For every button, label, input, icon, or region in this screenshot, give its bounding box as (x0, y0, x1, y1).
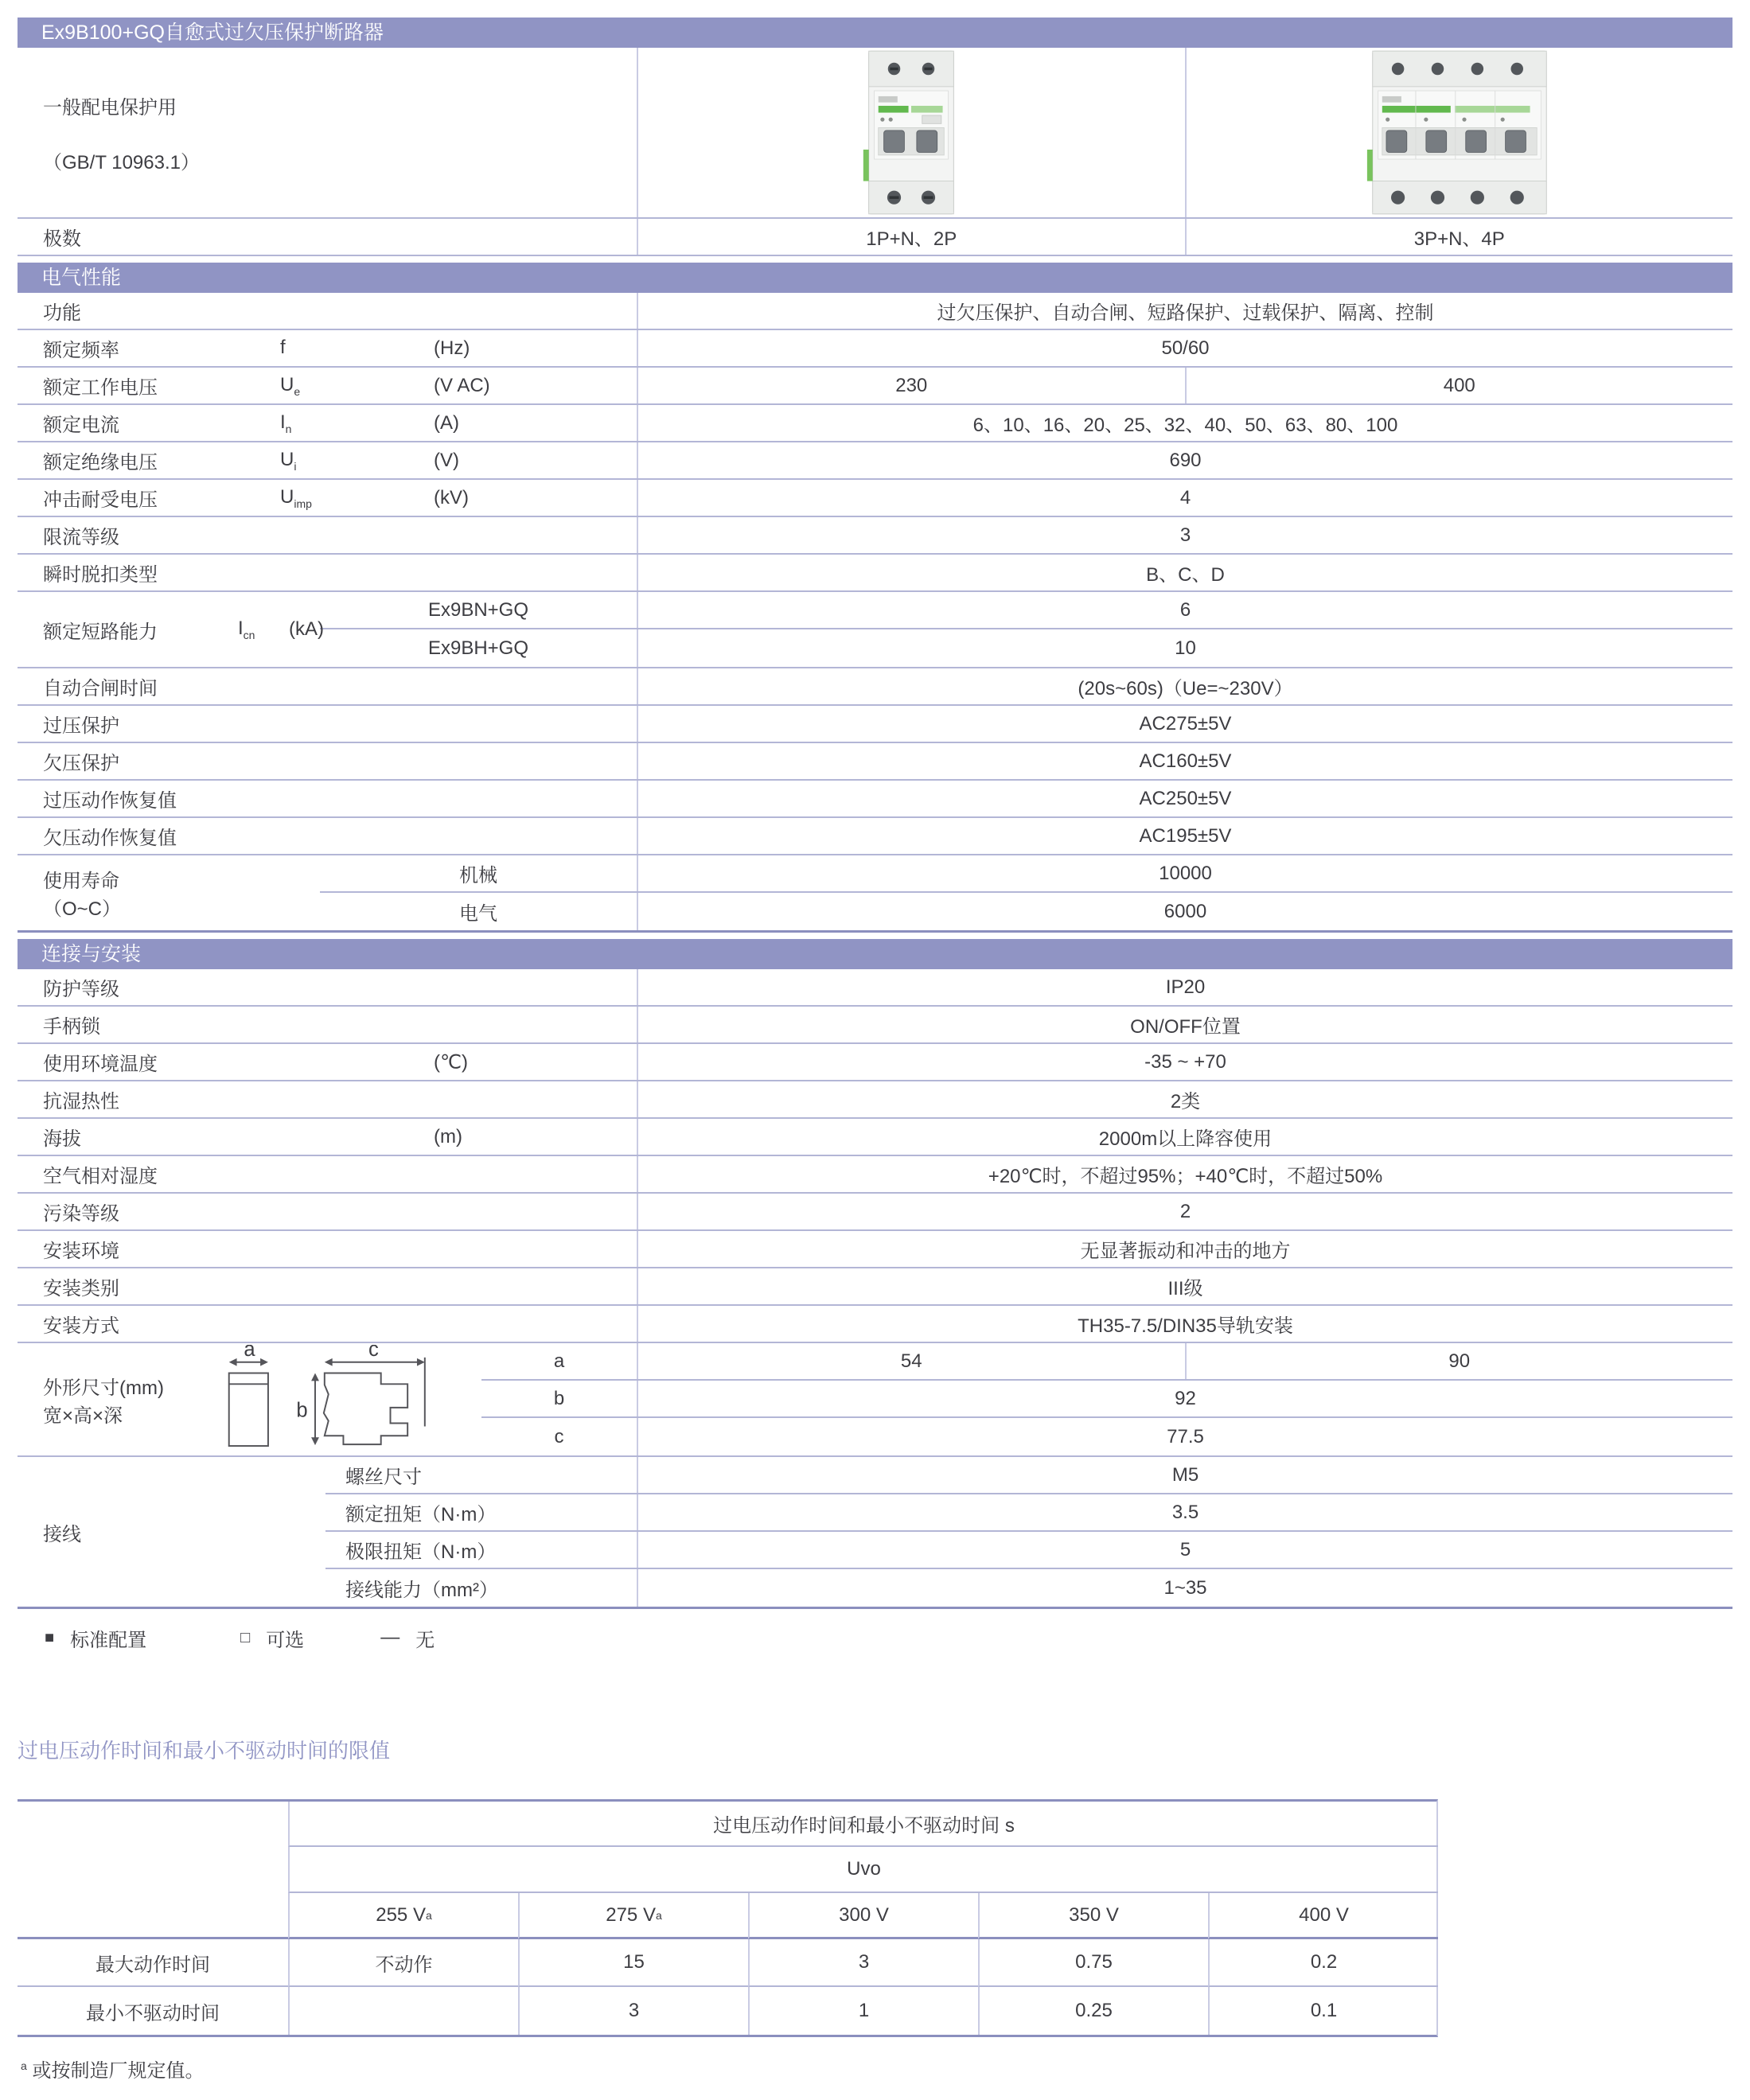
spec-row-insulation-voltage (18, 442, 1732, 480)
product-title: Ex9B100+GQ自愈式过欠压保护断路器 (41, 21, 384, 44)
spec-value: AC195±5V (637, 818, 1732, 854)
spec-unit: (Hz) (434, 337, 470, 359)
limits-group-header: Uvo (288, 1847, 1438, 1893)
spec-value: 4 (637, 480, 1732, 516)
spec-value: 过欠压保护、自动合闸、短路保护、过载保护、隔离、控制 (637, 293, 1732, 329)
spec-value: -35 ~ +70 (637, 1044, 1732, 1080)
spec-unit: (V) (434, 449, 459, 471)
dimension-value: 92 (637, 1381, 1732, 1416)
spec-label: 过压动作恢复值 (43, 790, 177, 812)
wiring-name: 极限扭矩（N·m） (345, 1541, 497, 1563)
spec-value: ON/OFF位置 (637, 1007, 1732, 1042)
wiring-subrow-capacity (325, 1569, 1732, 1607)
spec-value: 2000m以上降容使用 (637, 1119, 1732, 1155)
spec-label: 抗湿热性 (43, 1091, 119, 1112)
dimension-subrow-b (481, 1381, 1732, 1418)
overview-intro-cell (18, 48, 637, 217)
spec-subname: 电气 (459, 903, 497, 925)
spec-unit: (kA) (289, 618, 324, 640)
spec-value: AC250±5V (637, 781, 1732, 816)
spec-label: 欠压保护 (43, 753, 119, 774)
wiring-label: 接线 (43, 1523, 81, 1545)
product-title-band (18, 18, 1732, 48)
spec-row-rated-voltage (18, 368, 1732, 405)
intro-line2: （GB/T 10963.1） (43, 151, 200, 173)
spec-value: 2类 (637, 1081, 1732, 1117)
spec-symbol: $U_{imp}$ (280, 485, 312, 510)
spec-subname: Ex9BH+GQ (427, 637, 529, 659)
spec-subrow (320, 893, 1732, 930)
spec-row-frequency (18, 330, 1732, 368)
installation-section-band (18, 939, 1732, 969)
spec-label: 手柄锁 (43, 1016, 100, 1038)
spec-value: AC160±5V (637, 743, 1732, 779)
spec-unit: (V AC) (434, 374, 490, 396)
spec-label-line2: （O~C） (43, 898, 122, 920)
spec-label: 海拔 (43, 1128, 81, 1150)
spec-value: B、C、D (637, 555, 1732, 590)
spec-label: 瞬时脱扣类型 (43, 564, 158, 586)
spec-row-overvoltage-recovery (18, 781, 1732, 818)
spec-subrow (320, 855, 1732, 893)
spec-label: 功能 (43, 302, 81, 324)
spec-row-ambient-temperature (18, 1044, 1732, 1081)
spec-row-handle-lock (18, 1007, 1732, 1044)
limits-section-title: 过电压动作时间和最小不驱动时间的限值 (18, 1739, 391, 1763)
spec-row-rated-current (18, 405, 1732, 442)
spec-subname: Ex9BN+GQ (427, 598, 529, 621)
limits-table (18, 1799, 1438, 2037)
limits-corner-cell (18, 1802, 288, 1847)
spec-label: 限流等级 (43, 527, 119, 548)
spec-label: 安装方式 (43, 1315, 119, 1337)
limits-col-header: 255 V a (288, 1893, 518, 1939)
limits-table-title: 过电压动作时间和最小不驱动时间 s (288, 1802, 1438, 1847)
none-icon: — (380, 1627, 400, 1648)
wiring-name: 额定扭矩（N·m） (345, 1504, 497, 1525)
spec-row-altitude (18, 1119, 1732, 1156)
spec-label: 使用环境温度 (43, 1054, 158, 1075)
limits-cell (288, 1987, 518, 2035)
spec-label: 冲击耐受电压 (43, 489, 158, 511)
spec-unit: (℃) (434, 1051, 468, 1073)
spec-unit: (A) (434, 411, 459, 434)
dimension-subrow-a (481, 1343, 1732, 1381)
spec-label: 欠压动作恢复值 (43, 828, 177, 849)
legend (18, 1620, 1732, 1655)
spec-value: 10000 (637, 855, 1732, 891)
spec-value: TH35-7.5/DIN35导轨安装 (637, 1306, 1732, 1342)
limits-footnote: $^a$ 或按制造厂规定值。 (21, 2059, 205, 2082)
spec-group-wiring (18, 1457, 1732, 1609)
spec-subrow (320, 629, 1732, 667)
limits-col-header: 400 V (1208, 1893, 1438, 1939)
spec-row-install-category (18, 1268, 1732, 1306)
spec-row-reclose-time (18, 668, 1732, 706)
spec-row-install-environment (18, 1231, 1732, 1268)
none-label: 无 (415, 1629, 435, 1651)
spec-symbol: f (280, 336, 286, 358)
limits-corner-cell (18, 1847, 288, 1893)
spec-value-left: 230 (895, 374, 928, 396)
spec-value: IP20 (637, 969, 1732, 1005)
wiring-name: 螺丝尺寸 (345, 1467, 422, 1488)
spec-label: 自动合闸时间 (43, 678, 158, 699)
optional-icon: □ (240, 1628, 251, 1646)
spec-subname: 机械 (459, 865, 497, 886)
dimensions-label-line2: 宽×高×深 (43, 1405, 123, 1427)
spec-group-dimensions (18, 1343, 1732, 1457)
spec-row-damp-heat (18, 1081, 1732, 1119)
limits-col-header: 300 V (748, 1893, 978, 1939)
dimension-subrow-c (481, 1418, 1732, 1455)
dimension-name: b (553, 1387, 565, 1409)
dimension-value-left: 54 (900, 1350, 922, 1372)
optional-label: 可选 (266, 1629, 305, 1651)
spec-subrow (320, 592, 1732, 629)
limits-cell: 3 (518, 1987, 748, 2035)
diagram-label-b: b (296, 1399, 308, 1422)
spec-symbol: $U_e$ (280, 373, 301, 398)
limits-cell: 0.2 (1208, 1939, 1438, 1987)
wiring-value: 1~35 (637, 1569, 1732, 1607)
spec-value: 6 (637, 592, 1732, 628)
spec-value: 6、10、16、20、25、32、40、50、63、80、100 (637, 405, 1732, 441)
limits-col-header: 350 V (978, 1893, 1208, 1939)
spec-value: III级 (637, 1268, 1732, 1304)
poles-row (18, 219, 1732, 256)
diagram-label-c: c (368, 1345, 379, 1361)
spec-row-undervoltage-recovery (18, 818, 1732, 855)
limits-cell: 0.25 (978, 1987, 1208, 2035)
installation-section-title: 连接与安装 (41, 943, 142, 965)
limits-cell: 15 (518, 1939, 748, 1987)
spec-label: 额定工作电压 (43, 377, 158, 399)
spec-row-impulse-voltage (18, 480, 1732, 517)
spec-row-undervoltage-protection (18, 743, 1732, 781)
standard-config-label: 标准配置 (70, 1629, 147, 1651)
limits-cell: 1 (748, 1987, 978, 2035)
poles-left-value: 1P+N、2P (866, 228, 957, 250)
spec-value: 6000 (637, 893, 1732, 930)
limits-row-label: 最小不驱动时间 (86, 2002, 220, 2024)
spec-symbol: $U_i$ (280, 448, 297, 473)
limits-row-label: 最大动作时间 (18, 1939, 288, 1987)
spec-group-breaking-capacity (18, 592, 1732, 668)
poles-label: 极数 (43, 228, 81, 250)
limits-cell: 0.1 (1208, 1987, 1438, 2035)
spec-label: 污染等级 (43, 1203, 119, 1225)
spec-unit: (kV) (434, 486, 469, 508)
electrical-section-band (18, 263, 1732, 293)
spec-value: 690 (637, 442, 1732, 478)
wiring-name: 接线能力（mm²） (345, 1580, 498, 1601)
spec-value: AC275±5V (637, 706, 1732, 742)
spec-group-endurance (18, 855, 1732, 933)
spec-symbol: $I_n$ (280, 411, 292, 435)
standard-config-icon: ■ (45, 1628, 55, 1646)
dimension-name: a (553, 1350, 565, 1372)
limits-col-header: 275 V a (518, 1893, 748, 1939)
spec-value: +20℃时，不超过95%；+40℃时，不超过50% (637, 1156, 1732, 1192)
dimension-value-right: 90 (1185, 1343, 1733, 1379)
spec-value: 无显著振动和冲击的地方 (637, 1231, 1732, 1267)
spec-row-trip-type (18, 555, 1732, 592)
dimension-name: c (554, 1425, 564, 1447)
dimension-diagram (215, 1345, 466, 1453)
intro-line1: 一般配电保护用 (43, 96, 177, 119)
spec-label: 安装环境 (43, 1241, 119, 1262)
breaker-4p-image (1361, 47, 1558, 218)
spec-label-line1: 使用寿命 (43, 871, 119, 892)
limits-cell: 0.75 (978, 1939, 1208, 1987)
spec-label: 过压保护 (43, 715, 119, 737)
spec-label: 防护等级 (43, 979, 119, 1000)
spec-label: 额定绝缘电压 (43, 452, 158, 473)
wiring-subrow-rated-torque (325, 1494, 1732, 1532)
breaker-4p-photo-cell (1185, 48, 1733, 217)
spec-unit: (m) (434, 1125, 462, 1147)
wiring-value: 3.5 (637, 1494, 1732, 1530)
spec-value: 3 (637, 517, 1732, 553)
wiring-subrow-screw (325, 1457, 1732, 1494)
spec-value: 2 (637, 1194, 1732, 1229)
spec-value: (20s~60s)（Ue=~230V） (637, 668, 1732, 704)
dimension-value: 77.5 (637, 1418, 1732, 1455)
limits-corner-cell (18, 1893, 288, 1939)
poles-right-value: 3P+N、4P (1185, 219, 1733, 255)
spec-row-pollution-degree (18, 1194, 1732, 1231)
breaker-2p-photo-cell (637, 48, 1185, 217)
spec-value: 50/60 (637, 330, 1732, 366)
spec-row-ip-rating (18, 969, 1732, 1007)
spec-row-function (18, 293, 1732, 330)
wiring-value: 5 (637, 1532, 1732, 1568)
electrical-section-title: 电气性能 (41, 267, 122, 289)
limits-cell: 不动作 (288, 1939, 518, 1987)
spec-row-mounting (18, 1306, 1732, 1343)
spec-row-humidity (18, 1156, 1732, 1194)
spec-row-current-limit-class (18, 517, 1732, 555)
spec-label: 空气相对湿度 (43, 1166, 158, 1187)
spec-symbol: $I_{cn}$ (238, 618, 255, 641)
spec-value: 10 (637, 629, 1732, 667)
overview-row (18, 48, 1732, 219)
dimensions-label-line1: 外形尺寸(mm) (43, 1377, 164, 1399)
wiring-subrow-limit-torque (325, 1532, 1732, 1569)
spec-label: 安装类别 (43, 1278, 119, 1299)
spec-label: 额定频率 (43, 340, 119, 361)
limits-cell: 3 (748, 1939, 978, 1987)
spec-value-right: 400 (1185, 368, 1733, 403)
spec-label: 额定电流 (43, 415, 119, 436)
breaker-2p-image (851, 47, 972, 218)
diagram-label-a: a (244, 1345, 255, 1361)
wiring-value: M5 (637, 1457, 1732, 1493)
spec-row-overvoltage-protection (18, 706, 1732, 743)
spec-label: 额定短路能力 (43, 621, 158, 643)
